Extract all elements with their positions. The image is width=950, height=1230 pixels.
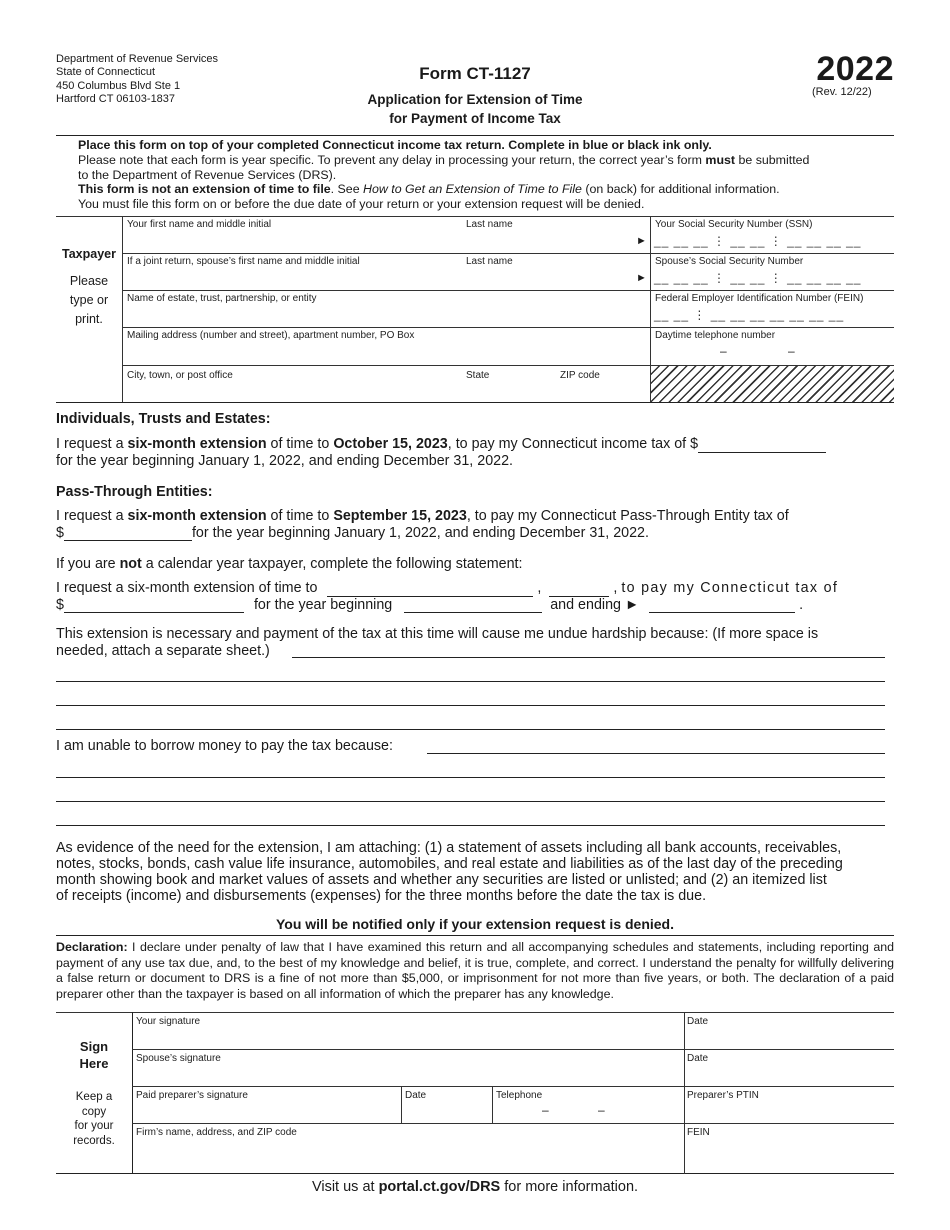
text: for more information. — [500, 1179, 639, 1195]
note-line: print. — [75, 312, 103, 326]
pass-through-heading: Pass-Through Entities: — [56, 484, 213, 500]
text: not — [119, 556, 142, 572]
text: six-month extension — [127, 436, 267, 452]
text: If you are — [56, 556, 120, 572]
grid-line — [132, 1123, 894, 1124]
individuals-request — [56, 436, 894, 469]
your-signature-field[interactable]: Your signature — [136, 1016, 201, 1027]
year-beginning-field[interactable] — [404, 600, 542, 613]
text: needed, attach a separate sheet.) — [56, 642, 270, 659]
revision-date: (Rev. 12/22) — [812, 86, 872, 98]
preparer-date-field[interactable]: Date — [405, 1090, 427, 1101]
pass-through-request — [56, 508, 894, 541]
text: . — [799, 596, 804, 613]
borrow-reason-line[interactable] — [56, 801, 885, 802]
signature-grid — [56, 1012, 894, 1174]
text: six-month extension — [127, 508, 267, 524]
fein-field[interactable]: __ __ ⋮ __ __ __ __ __ __ __ — [654, 308, 845, 322]
text: I request a — [56, 508, 128, 524]
agency-line: 450 Columbus Blvd Ste 1 — [56, 79, 181, 92]
notice-text: (on back) for additional information. — [581, 182, 780, 197]
hardship-reason-line[interactable] — [56, 681, 885, 682]
arrow-icon: ► — [636, 235, 647, 247]
phone-label: Daytime telephone number — [655, 330, 776, 341]
instructions-notice — [78, 138, 878, 212]
text: Sign — [79, 1039, 109, 1054]
declaration-rule — [56, 935, 894, 936]
text: As evidence of the need for the extension, I am attaching: (1) a statement of assets including all bank accounts, receivables, — [56, 840, 842, 856]
text: $ — [56, 596, 64, 613]
extension-date-field[interactable] — [327, 584, 533, 597]
tax-year: 2022 — [816, 50, 894, 88]
ssn-label: Your Social Security Number (SSN) — [655, 219, 813, 230]
hardship-statement — [56, 626, 894, 659]
grid-line — [492, 1086, 493, 1123]
agency-line: State of Connecticut — [56, 66, 156, 79]
agency-line: Hartford CT 06103-1837 — [56, 93, 176, 106]
type-or-print-note — [56, 272, 122, 329]
grid-line — [122, 216, 123, 402]
spouse-last-name-field[interactable]: Last name — [466, 256, 513, 267]
subtitle-line: for Payment of Income Tax — [389, 111, 561, 126]
year-ending-field[interactable] — [649, 600, 795, 613]
pte-amount-field[interactable] — [64, 528, 192, 541]
borrow-reason-field[interactable] — [427, 753, 885, 754]
text: $ — [56, 524, 64, 541]
agency-line: Department of Revenue Services — [56, 53, 219, 65]
footer-note — [0, 1179, 950, 1195]
hardship-reason-field[interactable] — [292, 657, 885, 658]
keep-copy-note — [56, 1090, 132, 1148]
spouse-ssn-label: Spouse’s Social Security Number — [655, 256, 804, 267]
taxpayer-label: Taxpayer — [62, 247, 116, 261]
text: Visit us at — [311, 1179, 379, 1195]
non-calendar-intro — [56, 556, 894, 573]
text: Keep a — [75, 1091, 113, 1103]
zip-field[interactable]: ZIP code — [560, 370, 600, 381]
text: of receipts (income) and disbursements (expenses) for the three months before the date the tax is due. — [56, 888, 707, 904]
text: This extension is necessary and payment of the tax at this time will cause me undue hardship because: (If more space is — [56, 626, 819, 642]
declaration-label: Declaration: — [56, 940, 128, 954]
phone-dash: – — [720, 344, 727, 358]
text: notes, stocks, bonds, cash value life insurance, automobiles, and real estate and liabilities as of the last day of the preceding — [56, 856, 843, 872]
preparer-ptin-field[interactable]: Preparer’s PTIN — [687, 1090, 759, 1101]
grid-line — [401, 1086, 402, 1123]
arrow-icon: ► — [636, 272, 647, 284]
preparer-signature-field[interactable]: Paid preparer’s signature — [136, 1090, 248, 1101]
non-calendar-request — [56, 580, 894, 613]
taxpayer-info-grid — [56, 216, 894, 403]
text: September 15, 2023 — [333, 508, 467, 524]
grid-line — [122, 327, 894, 328]
text: for the year beginning January 1, 2022, and ending December 31, 2022. — [191, 524, 649, 541]
text: for the year beginning January 1, 2022, and ending December 31, 2022. — [56, 452, 514, 469]
grid-line — [132, 1049, 894, 1050]
grid-line — [56, 216, 894, 217]
fein-label: Federal Employer Identification Number (FEIN) — [655, 293, 864, 304]
firm-fein-field[interactable]: FEIN — [687, 1127, 710, 1138]
drs-portal-link[interactable]: portal.ct.gov/DRS — [378, 1179, 501, 1195]
notice-text: must — [705, 152, 736, 167]
ssn-field[interactable]: __ __ __ ⋮ __ __ ⋮ __ __ __ __ — [654, 234, 862, 248]
tax-amount-field[interactable] — [64, 600, 244, 613]
state-field[interactable]: State — [466, 370, 490, 381]
grid-line — [132, 1012, 133, 1174]
header-rule — [56, 135, 894, 136]
notice-text: . See — [330, 182, 364, 197]
income-tax-amount-field[interactable] — [698, 440, 826, 453]
notice-line: to the Department of Revenue Services (DRS). — [78, 167, 337, 182]
text: I request a — [56, 436, 128, 452]
notice-text: How to Get an Extension of Time to File — [363, 182, 582, 197]
borrow-reason-line[interactable] — [56, 825, 885, 826]
text: for the year beginning — [253, 596, 393, 613]
sign-here-label — [56, 1038, 132, 1072]
grid-line — [56, 1173, 894, 1174]
text: and ending ► — [550, 596, 640, 613]
text: , — [613, 580, 618, 596]
text: , to pay my Connecticut income tax of $ — [447, 436, 699, 452]
grid-line — [122, 290, 894, 291]
individuals-heading: Individuals, Trusts and Estates: — [56, 411, 271, 427]
text: a calendar year taxpayer, complete the following statement: — [141, 556, 523, 572]
grid-line — [132, 1086, 894, 1087]
notification-notice: You will be notified only if your extension request is denied. — [275, 916, 674, 932]
firm-name-field[interactable]: Firm’s name, address, and ZIP code — [136, 1127, 297, 1138]
phone-dash: – — [598, 1103, 605, 1117]
text: , — [537, 580, 542, 596]
hardship-reason-line[interactable] — [56, 729, 885, 730]
notice-line: Place this form on top of your completed Connecticut income tax return. Complete in blue or black ink only. — [78, 138, 712, 152]
text: for your — [74, 1120, 114, 1132]
extension-year-field[interactable] — [549, 584, 609, 597]
notice-text: Please note that each form is year specific. To prevent any delay in processing your return, the correct year’s form — [78, 152, 706, 167]
grid-line — [122, 253, 894, 254]
notice-text: This form is not an extension of time to file — [78, 182, 331, 197]
grid-line — [684, 1012, 685, 1174]
spouse-ssn-field[interactable]: __ __ __ ⋮ __ __ ⋮ __ __ __ __ — [654, 271, 862, 285]
borrow-reason-line[interactable] — [56, 777, 885, 778]
declaration — [56, 940, 894, 1002]
spouse-signature-field[interactable]: Spouse’s signature — [136, 1053, 221, 1064]
hardship-reason-line[interactable] — [56, 705, 885, 706]
phone-dash: – — [788, 344, 795, 358]
text: copy — [81, 1105, 107, 1118]
spouse-first-name-field[interactable]: If a joint return, spouse’s first name and middle initial — [127, 256, 360, 267]
spouse-date-field[interactable]: Date — [687, 1053, 709, 1064]
form-number: Form CT-1127 — [419, 64, 531, 83]
last-name-field[interactable]: Last name — [466, 219, 513, 230]
preparer-telephone-field[interactable]: Telephone — [496, 1090, 543, 1101]
evidence-paragraph — [56, 840, 894, 904]
phone-dash: – — [542, 1103, 549, 1117]
grid-line — [56, 1012, 894, 1013]
text: Here — [79, 1056, 109, 1071]
city-field[interactable]: City, town, or post office — [127, 370, 233, 381]
signature-date-field[interactable]: Date — [687, 1016, 709, 1027]
declaration-text: I declare under penalty of law that I have examined this return and all accompanying schedules and statements, including reporting and payment of any use tax due, and, to the best of my knowledge and belief, it is true, complete, and correct. I understand the penalty for willfully delivering a false return or document to DRS is a fine of not more than $5,000, or imprisonment for not more than five years, or both. The declaration of a paid preparer other than the taxpayer is based on all information of which the preparer has any knowledge. — [56, 940, 894, 1001]
form-subtitle — [0, 90, 950, 128]
borrow-statement: I am unable to borrow money to pay the tax because: — [56, 738, 393, 754]
subtitle-line: Application for Extension of Time — [367, 92, 583, 107]
note-line: Please — [69, 274, 109, 288]
text: month showing book and market values of assets and whether any securities are listed or unlisted; and (2) an itemized list — [56, 872, 827, 888]
text: October 15, 2023 — [333, 436, 448, 452]
text: records. — [73, 1134, 115, 1147]
text: I request a six-month extension of time to — [56, 580, 318, 596]
hatched-area — [651, 366, 894, 402]
mailing-address-field[interactable]: Mailing address (number and street), apartment number, PO Box — [127, 330, 415, 341]
first-name-field[interactable]: Your first name and middle initial — [127, 219, 272, 230]
text: of time to — [266, 436, 334, 452]
text: of time to — [266, 508, 334, 524]
text: to pay my Connecticut tax of — [621, 580, 839, 596]
notice-line: You must file this form on or before the due date of your return or your extension request will be denied. — [78, 197, 645, 212]
entity-name-field[interactable]: Name of estate, trust, partnership, or entity — [127, 293, 317, 304]
note-line: type or — [69, 293, 109, 307]
text: , to pay my Connecticut Pass-Through Entity tax of — [466, 508, 789, 524]
notice-text: be submitted — [735, 152, 810, 167]
